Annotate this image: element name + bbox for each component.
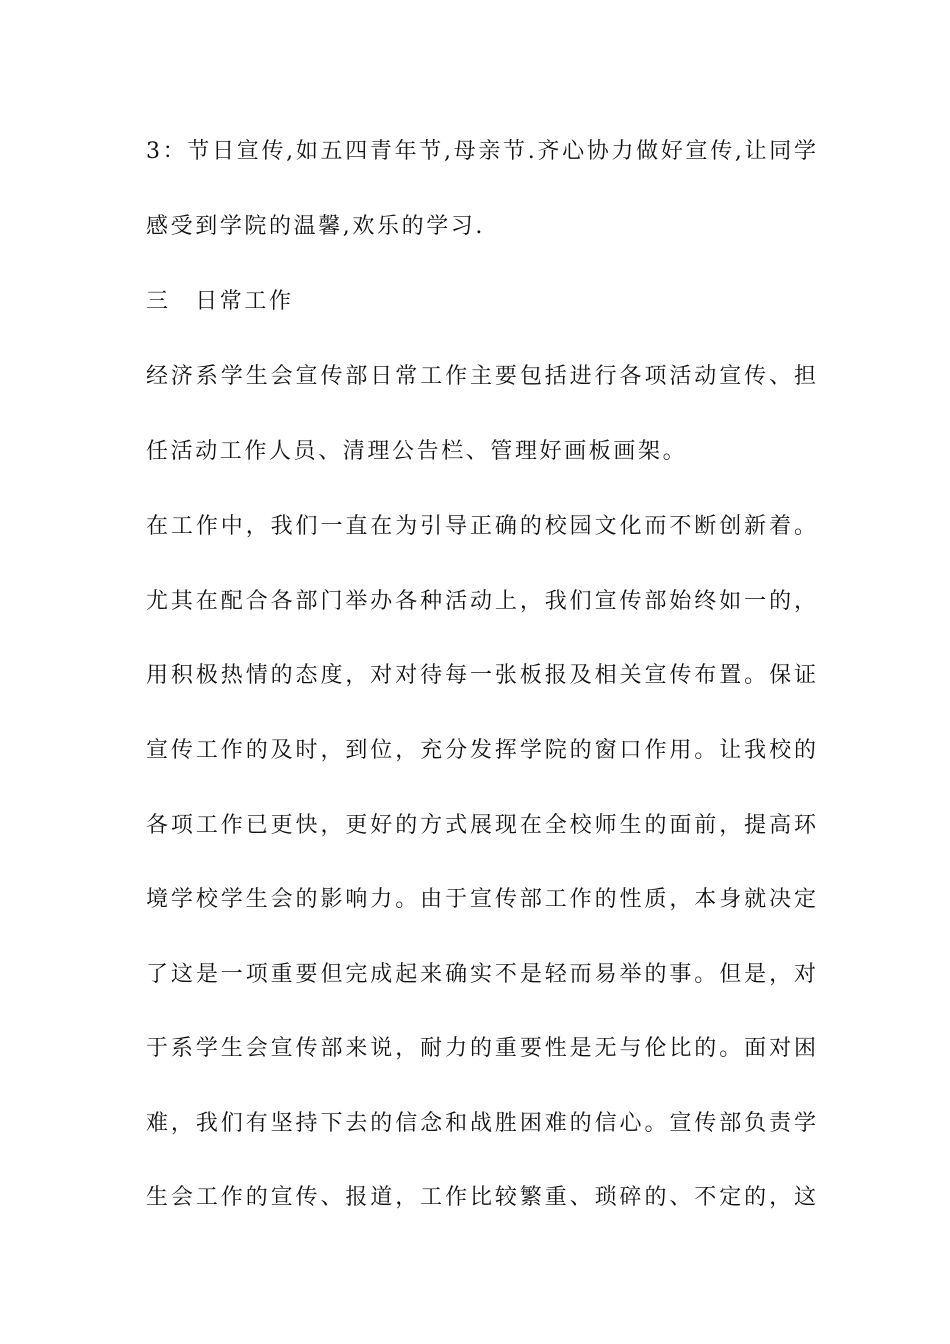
text-line: 境学校学生会的影响力。由于宣传部工作的性质，本身就决定 — [146, 887, 816, 912]
section-heading: 三 日常工作 — [146, 289, 294, 314]
text-line: 在工作中，我们一直在为引导正确的校园文化而不断创新着。 — [146, 514, 816, 539]
text-line: 各项工作已更快，更好的方式展现在全校师生的面前，提高环 — [146, 813, 816, 838]
text-line: 感受到学院的温馨,欢乐的学习. — [146, 214, 485, 239]
text-line: 任活动工作人员、清理公告栏、管理好画板画架。 — [146, 439, 688, 464]
text-line: 生会工作的宣传、报道，工作比较繁重、琐碎的、不定的，这 — [146, 1185, 816, 1210]
text-line: 用积极热情的态度，对对待每一张板报及相关宣传布置。保证 — [146, 663, 816, 688]
text-line: 经济系学生会宣传部日常工作主要包括进行各项活动宣传、担 — [146, 364, 816, 389]
text-line: 于系学生会宣传部来说，耐力的重要性是无与伦比的。面对困 — [146, 1036, 816, 1061]
text-line: 宣传工作的及时，到位，充分发挥学院的窗口作用。让我校的 — [146, 738, 816, 763]
text-line: 难，我们有坚持下去的信念和战胜困难的信心。宣传部负责学 — [146, 1111, 816, 1136]
text-line: 尤其在配合各部门举办各种活动上，我们宣传部始终如一的， — [146, 589, 816, 614]
text-line: 3：节日宣传,如五四青年节,母亲节.齐心协力做好宣传,让同学 — [146, 139, 816, 164]
text-line: 了这是一项重要但完成起来确实不是轻而易举的事。但是，对 — [146, 962, 816, 987]
